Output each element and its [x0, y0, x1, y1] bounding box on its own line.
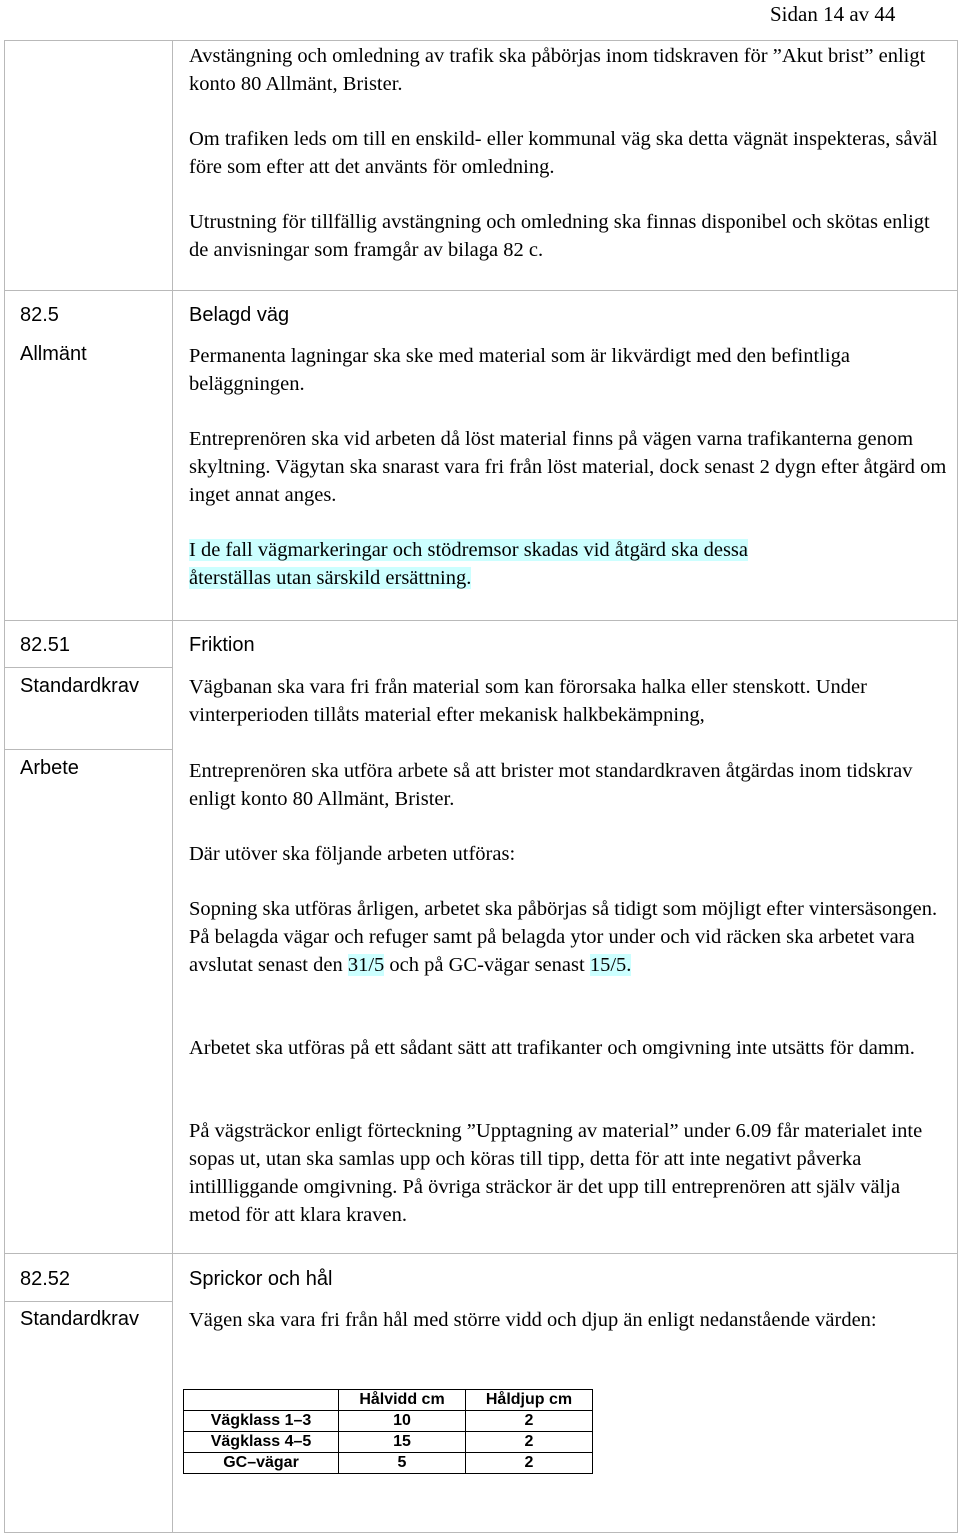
divider-82-52: [4, 1253, 958, 1254]
table-cell: 10: [339, 1411, 466, 1432]
table-header-row: [184, 1390, 593, 1411]
column-divider: [172, 40, 173, 1533]
table-cell: Vägklass 1–3: [184, 1411, 339, 1432]
table-row: [184, 1453, 593, 1474]
table-header-cell: Hålvidd cm: [339, 1390, 466, 1411]
section-title-82-5: Belagd väg: [189, 304, 290, 326]
text-segment: och på GC-vägar senast: [384, 954, 590, 976]
table-cell: GC–vägar: [184, 1453, 339, 1474]
label-divider: [4, 1301, 173, 1302]
table-row: [184, 1432, 593, 1453]
highlighted-text: I de fall vägmarkeringar och stödremsor skadas vid åtgärd ska dessa: [189, 539, 749, 561]
divider-82-51: [4, 620, 958, 621]
s825-paragraph-3: [189, 536, 949, 592]
highlighted-date: 31/5: [347, 954, 385, 976]
table-header-cell: [184, 1390, 339, 1411]
table-cell: Vägklass 4–5: [184, 1432, 339, 1453]
label-standardkrav: Standardkrav: [20, 1308, 139, 1330]
label-standardkrav: Standardkrav: [20, 675, 139, 697]
s8251-arbete-paragraph-5: På vägsträckor enligt förteckning ”Upptagning av material” under 6.09 får materialet inte sopas ut, utan ska samlas upp och köras till tipp, detta för att inte negativt påverka intillliggande omgivning. På övriga sträckor är det upp till entreprenören att själv välja metod för att klara kraven.: [189, 1120, 923, 1226]
table-cell: 2: [466, 1432, 593, 1453]
highlighted-date: 15/5.: [589, 954, 632, 976]
table-row: [184, 1411, 593, 1432]
table-border-top: [4, 40, 958, 41]
text-segment: Sopning ska utföras årligen, arbetet ska påbörjas så tidigt som möjligt efter vintersäsongen. På belagda vägar och refuger samt på belagda ytor under och vid räcken ska arbetet vara avslutat senast den: [189, 898, 938, 976]
table-border-left: [4, 40, 5, 1533]
table-cell: 15: [339, 1432, 466, 1453]
section-title-82-52: Sprickor och hål: [189, 1268, 333, 1290]
s8251-arbete-paragraph-3: [189, 895, 949, 979]
section-number-82-52: 82.52: [20, 1268, 71, 1290]
intro-paragraph-1: Avstängning och omledning av trafik ska påbörjas inom tidskraven för ”Akut brist” enligt konto 80 Allmänt, Brister.: [189, 45, 926, 95]
label-arbete: Arbete: [20, 757, 79, 779]
intro-paragraph-2: Om trafiken leds om till en enskild- eller kommunal väg ska detta vägnät inspekteras, såväl före som efter att det använts för omledning.: [189, 128, 938, 178]
s8251-arbete-paragraph-2: Där utöver ska följande arbeten utföras:: [189, 843, 516, 865]
s8251-arbete-paragraph-4: Arbetet ska utföras på ett sådant sätt att trafikanter och omgivning inte utsätts för damm.: [189, 1037, 915, 1059]
table-cell: 2: [466, 1411, 593, 1432]
highlighted-text: återställas utan särskild ersättning.: [189, 567, 472, 589]
label-divider: [4, 667, 173, 668]
table-border-bottom: [4, 1532, 958, 1533]
s825-paragraph-1: Permanenta lagningar ska ske med material som är likvärdigt med den befintliga beläggningen.: [189, 345, 850, 395]
label-allmant: Allmänt: [20, 343, 87, 365]
section-number-82-5: 82.5: [20, 304, 59, 326]
table-border-right: [957, 40, 958, 1533]
divider-82-5: [4, 290, 958, 291]
hole-dimension-table: [183, 1389, 593, 1474]
table-cell: 5: [339, 1453, 466, 1474]
table-cell: 2: [466, 1453, 593, 1474]
s8251-standardkrav-text: Vägbanan ska vara fri från material som kan förorsaka halka eller stenskott. Under vinterperioden tillåts material efter mekanisk halkbekämpning,: [189, 676, 867, 726]
section-number-82-51: 82.51: [20, 634, 71, 656]
s8251-arbete-paragraph-1: Entreprenören ska utföra arbete så att brister mot standardkraven åtgärdas inom tidskrav enligt konto 80 Allmänt, Brister.: [189, 760, 913, 810]
s8252-text: Vägen ska vara fri från hål med större vidd och djup än enligt nedanstående värden:: [189, 1309, 877, 1331]
page-number: Sidan 14 av 44: [770, 2, 896, 26]
table-header-cell: Håldjup cm: [466, 1390, 593, 1411]
label-divider: [4, 749, 173, 750]
s825-paragraph-2: Entreprenören ska vid arbeten då löst material finns på vägen varna trafikanterna genom skyltning. Vägytan ska snarast vara fri från löst material, dock senast 2 dygn efter åtgärd om inget annat anges.: [189, 428, 947, 506]
section-title-82-51: Friktion: [189, 634, 255, 656]
intro-paragraph-3: Utrustning för tillfällig avstängning och omledning ska finnas disponibel och skötas enligt de anvisningar som framgår av bilaga 82 c.: [189, 211, 930, 261]
